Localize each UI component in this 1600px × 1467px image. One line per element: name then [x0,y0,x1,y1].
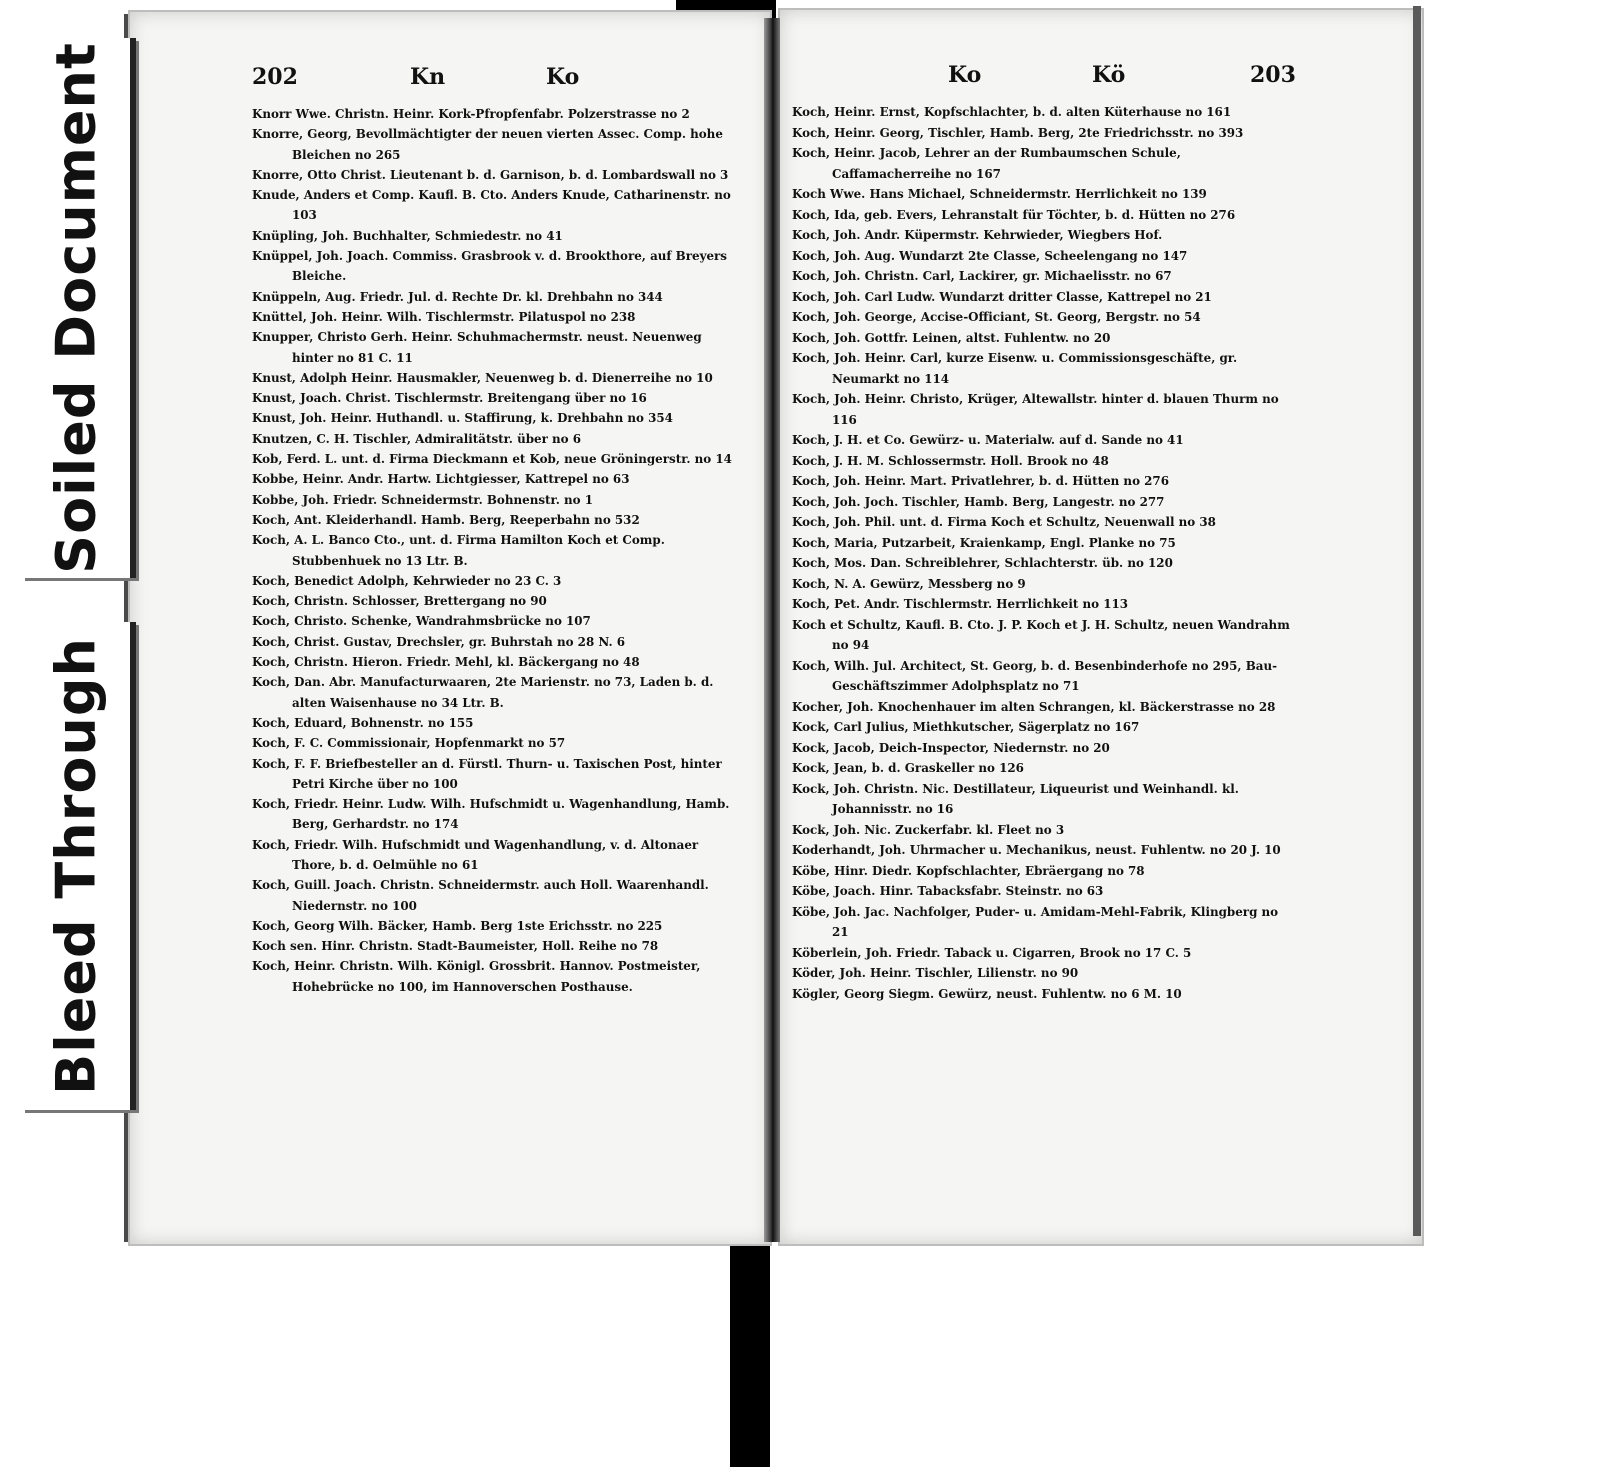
directory-entry: Koch, Joh. Heinr. Mart. Privatlehrer, b. d. Hütten no 276 [792,474,1169,488]
directory-entry: Koch, Joh. Aug. Wundarzt 2te Classe, Scheelengang no 147 [792,248,1188,263]
directory-entry: Koch sen. Hinr. Christn. Stadt-Baumeister, Holl. Reihe no 78 [252,939,659,954]
directory-entry: Koch et Schultz, Kaufl. B. Cto. J. P. Koch et J. H. Schultz, neuen Wandrahm no 94 [792,617,1290,652]
soiled-document-label: Soiled Document [44,42,108,574]
directory-entry: Knüpling, Joh. Buchhalter, Schmiedestr. no 41 [252,228,563,243]
directory-entry: Knorre, Georg, Bevollmächtigter der neuen vierten Assec. Comp. hohe Bleichen no 265 [252,127,723,162]
directory-entry: Koch, Benedict Adolph, Kehrwieder no 23 C. 3 [252,573,562,588]
directory-entry: Koch, A. L. Banco Cto., unt. d. Firma Hamilton Koch et Comp. Stubbenhuek no 13 Ltr. B. [252,533,665,568]
directory-entry: Koch, Heinr. Ernst, Kopfschlachter, b. d. alten Küterhause no 161 [792,105,1232,119]
directory-entry: Koch, Dan. Abr. Manufacturwaaren, 2te Marienstr. no 73, Laden b. d. alten Waisenhause no 34 Ltr. B. [252,675,714,710]
soiled-document-tab [22,38,136,578]
directory-entry: Koch, Heinr. Jacob, Lehrer an der Rumbaumschen Schule, Caffamacherreihe no 167 [792,146,1181,181]
right-heading-2: Kö [1092,62,1126,88]
directory-entry: Koch, Friedr. Wilh. Hufschmidt und Wagenhandlung, v. d. Altonaer Thore, b. d. Oelmühle no 61 [252,837,699,872]
directory-entry: Köbe, Hinr. Diedr. Kopfschlachter, Ebräergang no 78 [792,863,1145,878]
directory-entry: Koch, Ida, geb. Evers, Lehranstalt für Töchter, b. d. Hütten no 276 [792,207,1236,222]
directory-entry: Koch, Joh. Andr. Küpermstr. Kehrwieder, Wiegbers Hof. [792,228,1163,242]
directory-entry: Koch, Mos. Dan. Schreiblehrer, Schlachterstr. üb. no 120 [792,556,1173,570]
directory-entry: Köder, Joh. Heinr. Tischler, Lilienstr. no 90 [792,966,1079,980]
directory-entry: Kobbe, Joh. Friedr. Schneidermstr. Bohnenstr. no 1 [252,492,593,507]
directory-entry: Koch, Joh. Heinr. Christo, Krüger, Altewallstr. hinter d. blauen Thurm no 116 [792,392,1279,427]
directory-entry: Köbe, Joach. Hinr. Tabacksfabr. Steinstr. no 63 [792,884,1104,898]
directory-entry: Kock, Joh. Christn. Nic. Destillateur, Liqueurist und Weinhandl. kl. Johannisstr. no 16 [792,781,1239,816]
directory-entry: Kocher, Joh. Knochenhauer im alten Schrangen, kl. Bäckerstrasse no 28 [792,699,1276,714]
directory-entry: Knüppel, Joh. Joach. Commiss. Grasbrook v. d. Brookthore, auf Breyers Bleiche. [252,249,727,284]
directory-entry: Koch, J. H. et Co. Gewürz- u. Materialw. auf d. Sande no 41 [792,433,1184,447]
directory-entry: Knutzen, C. H. Tischler, Admiralitätstr. über no 6 [252,431,581,446]
right-entries-list [792,102,1292,1004]
directory-entry: Koch, Joh. Carl Ludw. Wundarzt dritter Classe, Kattrepel no 21 [792,289,1212,304]
left-heading-1: Kn [410,64,446,90]
directory-entry: Koch, J. H. M. Schlossermstr. Holl. Brook no 48 [792,453,1109,468]
directory-entry: Koch, N. A. Gewürz, Messberg no 9 [792,576,1026,591]
left-entries-list [252,104,738,997]
directory-entry: Koch, Maria, Putzarbeit, Kraienkamp, Engl. Planke no 75 [792,535,1176,550]
bleed-through-label: Bleed Through [44,637,108,1095]
directory-entry: Koch, Guill. Joach. Christn. Schneidermstr. auch Holl. Waarenhandl. Niedernstr. no 100 [252,878,709,913]
directory-entry: Knust, Adolph Heinr. Hausmakler, Neuenweg b. d. Dienerreihe no 10 [252,370,713,385]
directory-entry: Knüppeln, Aug. Friedr. Jul. d. Rechte Dr. kl. Drehbahn no 344 [252,289,663,304]
right-page-header [792,62,1296,92]
directory-entry: Koch, Georg Wilh. Bäcker, Hamb. Berg 1ste Erichsstr. no 225 [252,918,663,933]
right-heading-1: Ko [948,62,982,88]
directory-entry: Koch, Joh. Joch. Tischler, Hamb. Berg, Langestr. no 277 [792,494,1165,509]
directory-entry: Koch, Joh. Heinr. Carl, kurze Eisenw. u. Commissionsgeschäfte, gr. Neumarkt no 114 [792,351,1238,386]
directory-entry: Knude, Anders et Comp. Kaufl. B. Cto. Anders Knude, Catharinenstr. no 103 [252,188,731,223]
directory-entry: Kock, Carl Julius, Miethkutscher, Sägerplatz no 167 [792,720,1140,734]
directory-entry: Koch, Joh. George, Accise-Officiant, St. Georg, Bergstr. no 54 [792,310,1201,324]
directory-entry: Koch, Heinr. Christn. Wilh. Königl. Grossbrit. Hannov. Postmeister, Hohebrücke no 100, im Hannoverschen Posthause. [252,959,701,994]
directory-entry: Koch, Christ. Gustav, Drechsler, gr. Buhrstah no 28 N. 6 [252,634,626,649]
book-gutter [764,18,780,1242]
directory-entry: Koch, Heinr. Georg, Tischler, Hamb. Berg, 2te Friedrichsstr. no 393 [792,125,1244,140]
directory-entry: Knupper, Christo Gerh. Heinr. Schuhmachermstr. neust. Neuenweg hinter no 81 C. 11 [252,330,702,365]
directory-entry: Koderhandt, Joh. Uhrmacher u. Mechanikus, neust. Fuhlentw. no 20 J. 10 [792,843,1281,857]
directory-entry: Koch, Christn. Schlosser, Brettergang no 90 [252,594,547,609]
directory-entry: Koch, Wilh. Jul. Architect, St. Georg, b. d. Besenbinderhofe no 295, Bau-Geschäftszimmer Adolphsplatz no 71 [792,658,1278,693]
directory-entry: Kögler, Georg Siegm. Gewürz, neust. Fuhlentw. no 6 M. 10 [792,986,1182,1001]
right-page-edge [1413,6,1421,1236]
directory-entry: Koch, Friedr. Heinr. Ludw. Wilh. Hufschmidt u. Wagenhandlung, Hamb. Berg, Gerhardstr. no 174 [252,797,730,832]
right-page-number: 203 [1250,62,1296,88]
directory-entry: Koch, Christn. Hieron. Friedr. Mehl, kl. Bäckergang no 48 [252,655,640,670]
directory-entry: Koch, F. C. Commissionair, Hopfenmarkt no 57 [252,736,566,751]
directory-entry: Koch, Joh. Gottfr. Leinen, altst. Fuhlentw. no 20 [792,330,1111,345]
directory-entry: Köbe, Joh. Jac. Nachfolger, Puder- u. Amidam-Mehl-Fabrik, Klingberg no 21 [792,904,1279,939]
directory-entry: Kobbe, Heinr. Andr. Hartw. Lichtgiesser, Kattrepel no 63 [252,472,630,487]
directory-entry: Koch Wwe. Hans Michael, Schneidermstr. Herrlichkeit no 139 [792,187,1207,201]
directory-entry: Knüttel, Joh. Heinr. Wilh. Tischlermstr. Pilatuspol no 238 [252,309,636,324]
bleed-through-tab [22,622,136,1110]
directory-entry: Kock, Jean, b. d. Graskeller no 126 [792,761,1024,775]
directory-entry: Knorr Wwe. Christn. Heinr. Kork-Pfropfenfabr. Polzerstrasse no 2 [252,107,690,121]
directory-entry: Knorre, Otto Christ. Lieutenant b. d. Garnison, b. d. Lombardswall no 3 [252,167,729,182]
directory-entry: Knust, Joh. Heinr. Huthandl. u. Staffirung, k. Drehbahn no 354 [252,411,673,426]
directory-entry: Kock, Jacob, Deich-Inspector, Niedernstr. no 20 [792,740,1110,755]
left-page-number: 202 [252,64,298,90]
left-heading-2: Ko [546,64,580,90]
directory-entry: Koch, Joh. Christn. Carl, Lackirer, gr. Michaelisstr. no 67 [792,269,1172,283]
directory-entry: Köberlein, Joh. Friedr. Taback u. Cigarren, Brook no 17 C. 5 [792,945,1192,960]
directory-entry: Kob, Ferd. L. unt. d. Firma Dieckmann et Kob, neue Gröningerstr. no 14 [252,452,732,467]
binding-strip-bottom [730,1212,770,1467]
directory-entry: Koch, F. F. Briefbesteller an d. Fürstl. Thurn- u. Taxischen Post, hinter Petri Kirche über no 100 [252,756,722,791]
directory-entry: Koch, Ant. Kleiderhandl. Hamb. Berg, Reeperbahn no 532 [252,512,640,527]
directory-entry: Koch, Christo. Schenke, Wandrahmsbrücke no 107 [252,614,591,629]
left-page-header [252,64,742,94]
directory-entry: Knust, Joach. Christ. Tischlermstr. Breitengang über no 16 [252,391,647,406]
directory-entry: Koch, Joh. Phil. unt. d. Firma Koch et Schultz, Neuenwall no 38 [792,515,1216,529]
directory-entry: Koch, Pet. Andr. Tischlermstr. Herrlichkeit no 113 [792,597,1129,611]
directory-entry: Koch, Eduard, Bohnenstr. no 155 [252,715,474,730]
directory-entry: Kock, Joh. Nic. Zuckerfabr. kl. Fleet no 3 [792,822,1065,837]
